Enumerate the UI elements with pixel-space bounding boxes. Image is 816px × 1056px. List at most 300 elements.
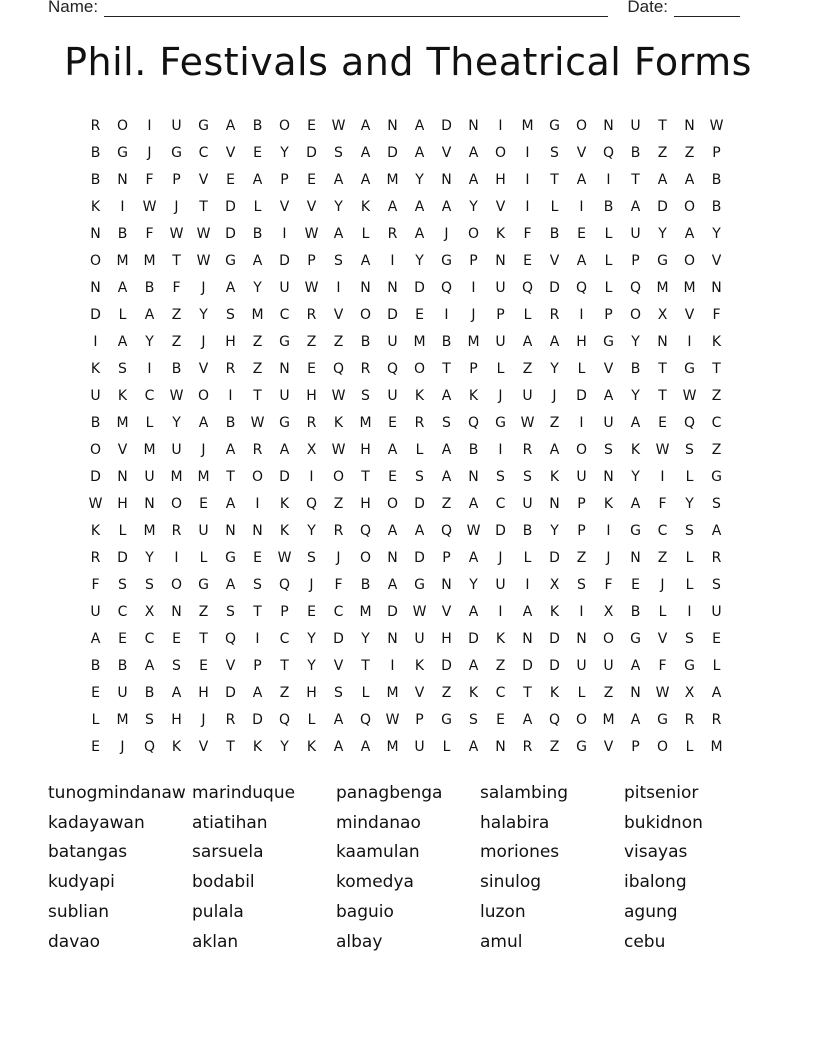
grid-letter[interactable]: Y <box>550 522 559 539</box>
grid-letter[interactable]: A <box>522 603 533 620</box>
grid-letter[interactable]: D <box>117 549 128 566</box>
grid-letter[interactable]: G <box>198 117 209 134</box>
grid-letter[interactable]: G <box>225 549 236 566</box>
grid-letter[interactable]: S <box>226 603 235 620</box>
grid-letter[interactable]: A <box>387 198 398 215</box>
grid-letter[interactable]: M <box>143 441 156 458</box>
grid-letter[interactable]: V <box>684 306 695 323</box>
grid-letter[interactable]: W <box>88 495 103 512</box>
grid-letter[interactable]: A <box>171 684 182 701</box>
grid-letter[interactable]: K <box>360 198 371 215</box>
grid-letter[interactable]: K <box>333 414 344 431</box>
grid-letter[interactable]: I <box>147 360 152 377</box>
grid-letter[interactable]: K <box>414 657 425 674</box>
grid-letter[interactable]: V <box>198 360 209 377</box>
grid-letter[interactable]: U <box>711 603 722 620</box>
grid-letter[interactable]: D <box>549 549 560 566</box>
grid-letter[interactable]: E <box>118 630 127 647</box>
grid-letter[interactable]: I <box>525 144 530 161</box>
grid-letter[interactable]: J <box>552 387 557 404</box>
grid-letter[interactable]: Z <box>279 684 290 701</box>
grid-letter[interactable]: B <box>711 171 722 188</box>
grid-letter[interactable]: V <box>198 738 209 755</box>
grid-letter[interactable]: D <box>252 711 263 728</box>
grid-letter[interactable]: K <box>711 333 722 350</box>
grid-letter[interactable]: V <box>225 144 236 161</box>
grid-letter[interactable]: N <box>90 279 101 296</box>
grid-letter[interactable]: H <box>198 684 209 701</box>
grid-letter[interactable]: D <box>279 468 290 485</box>
grid-letter[interactable]: G <box>630 522 641 539</box>
grid-letter[interactable]: S <box>307 549 316 566</box>
grid-letter[interactable]: A <box>198 414 209 431</box>
grid-letter[interactable]: A <box>144 657 155 674</box>
grid-letter[interactable]: M <box>386 171 399 188</box>
grid-letter[interactable]: A <box>90 630 101 647</box>
grid-letter[interactable]: A <box>630 414 641 431</box>
grid-letter[interactable]: S <box>415 468 424 485</box>
grid-letter[interactable]: D <box>414 495 425 512</box>
grid-letter[interactable]: A <box>630 657 641 674</box>
grid-letter[interactable]: I <box>309 468 314 485</box>
grid-letter[interactable]: Y <box>199 306 208 323</box>
grid-letter[interactable]: U <box>90 387 101 404</box>
grid-letter[interactable]: F <box>604 576 613 593</box>
grid-letter[interactable]: H <box>117 495 128 512</box>
grid-letter[interactable]: A <box>360 252 371 269</box>
grid-letter[interactable]: C <box>279 630 290 647</box>
grid-letter[interactable]: T <box>631 171 640 188</box>
grid-letter[interactable]: J <box>174 198 179 215</box>
grid-letter[interactable]: A <box>252 684 263 701</box>
grid-letter[interactable]: M <box>413 333 426 350</box>
grid-letter[interactable]: D <box>441 117 452 134</box>
grid-letter[interactable]: F <box>172 279 181 296</box>
grid-letter[interactable]: L <box>604 252 613 269</box>
grid-letter[interactable]: S <box>577 576 586 593</box>
grid-letter[interactable]: M <box>710 738 723 755</box>
grid-letter[interactable]: P <box>442 549 451 566</box>
grid-letter[interactable]: C <box>144 630 155 647</box>
grid-letter[interactable]: T <box>226 468 235 485</box>
grid-letter[interactable]: J <box>606 549 611 566</box>
grid-letter[interactable]: A <box>225 495 236 512</box>
grid-letter[interactable]: D <box>333 630 344 647</box>
grid-letter[interactable]: D <box>522 657 533 674</box>
grid-letter[interactable]: I <box>282 225 287 242</box>
grid-letter[interactable]: C <box>198 144 209 161</box>
grid-letter[interactable]: A <box>387 441 398 458</box>
grid-letter[interactable]: C <box>495 684 506 701</box>
grid-letter[interactable]: Q <box>602 144 615 161</box>
grid-letter[interactable]: B <box>603 198 614 215</box>
grid-letter[interactable]: Y <box>280 144 289 161</box>
grid-letter[interactable]: W <box>331 117 346 134</box>
grid-letter[interactable]: M <box>251 306 264 323</box>
grid-letter[interactable]: J <box>498 387 503 404</box>
grid-letter[interactable]: W <box>142 198 157 215</box>
grid-letter[interactable]: Q <box>521 279 534 296</box>
grid-letter[interactable]: Z <box>711 387 722 404</box>
grid-letter[interactable]: W <box>277 549 292 566</box>
grid-letter[interactable]: O <box>494 144 507 161</box>
grid-letter[interactable]: A <box>630 198 641 215</box>
grid-letter[interactable]: G <box>657 711 668 728</box>
grid-letter[interactable]: A <box>468 549 479 566</box>
grid-letter[interactable]: Z <box>333 333 344 350</box>
grid-letter[interactable]: L <box>145 414 154 431</box>
grid-letter[interactable]: A <box>468 603 479 620</box>
grid-letter[interactable]: K <box>603 495 614 512</box>
grid-letter[interactable]: E <box>199 495 208 512</box>
grid-letter[interactable]: W <box>169 387 184 404</box>
grid-letter[interactable]: C <box>495 495 506 512</box>
grid-letter[interactable]: F <box>145 171 154 188</box>
grid-letter[interactable]: U <box>603 414 614 431</box>
grid-letter[interactable]: Y <box>280 738 289 755</box>
grid-letter[interactable]: Z <box>657 549 668 566</box>
grid-letter[interactable]: G <box>657 252 668 269</box>
grid-letter[interactable]: D <box>387 603 398 620</box>
grid-letter[interactable]: F <box>712 306 721 323</box>
grid-letter[interactable]: Z <box>684 144 695 161</box>
grid-letter[interactable]: I <box>444 306 449 323</box>
grid-letter[interactable]: I <box>498 117 503 134</box>
grid-letter[interactable]: C <box>144 387 155 404</box>
grid-letter[interactable]: G <box>225 252 236 269</box>
grid-letter[interactable]: Z <box>441 495 452 512</box>
grid-letter[interactable]: Z <box>711 441 722 458</box>
grid-letter[interactable]: N <box>171 603 182 620</box>
grid-letter[interactable]: A <box>630 495 641 512</box>
grid-letter[interactable]: I <box>579 603 584 620</box>
grid-letter[interactable]: R <box>171 522 182 539</box>
grid-letter[interactable]: Q <box>467 414 480 431</box>
grid-letter[interactable]: V <box>117 441 128 458</box>
grid-letter[interactable]: V <box>198 171 209 188</box>
grid-letter[interactable]: B <box>225 414 236 431</box>
grid-letter[interactable]: S <box>118 360 127 377</box>
grid-letter[interactable]: R <box>306 306 317 323</box>
grid-letter[interactable]: M <box>170 468 183 485</box>
grid-letter[interactable]: K <box>171 738 182 755</box>
grid-letter[interactable]: B <box>630 144 641 161</box>
grid-letter[interactable]: S <box>496 468 505 485</box>
grid-letter[interactable]: L <box>658 603 667 620</box>
grid-letter[interactable]: D <box>549 657 560 674</box>
grid-letter[interactable]: O <box>413 360 426 377</box>
grid-letter[interactable]: A <box>468 144 479 161</box>
grid-letter[interactable]: L <box>604 225 613 242</box>
grid-letter[interactable]: N <box>603 468 614 485</box>
grid-letter[interactable]: A <box>333 225 344 242</box>
grid-letter[interactable]: E <box>712 630 721 647</box>
grid-letter[interactable]: A <box>117 333 128 350</box>
grid-letter[interactable]: A <box>711 522 722 539</box>
grid-letter[interactable]: N <box>252 522 263 539</box>
grid-letter[interactable]: C <box>711 414 722 431</box>
grid-letter[interactable]: J <box>660 576 665 593</box>
grid-letter[interactable]: I <box>687 333 692 350</box>
grid-letter[interactable]: O <box>89 252 102 269</box>
grid-letter[interactable]: A <box>144 306 155 323</box>
grid-letter[interactable]: O <box>170 495 183 512</box>
grid-letter[interactable]: A <box>522 333 533 350</box>
grid-letter[interactable]: T <box>199 198 208 215</box>
grid-letter[interactable]: D <box>279 252 290 269</box>
grid-letter[interactable]: T <box>226 738 235 755</box>
grid-letter[interactable]: I <box>687 603 692 620</box>
grid-letter[interactable]: W <box>250 414 265 431</box>
grid-letter[interactable]: D <box>495 522 506 539</box>
grid-letter[interactable]: P <box>280 603 289 620</box>
grid-letter[interactable]: S <box>334 684 343 701</box>
grid-letter[interactable]: O <box>467 225 480 242</box>
grid-letter[interactable]: B <box>90 144 101 161</box>
grid-letter[interactable]: I <box>120 198 125 215</box>
grid-letter[interactable]: Y <box>415 252 424 269</box>
grid-letter[interactable]: B <box>90 414 101 431</box>
grid-letter[interactable]: Z <box>549 414 560 431</box>
grid-letter[interactable]: Y <box>631 333 640 350</box>
grid-letter[interactable]: Z <box>306 333 317 350</box>
grid-letter[interactable]: E <box>91 684 100 701</box>
grid-letter[interactable]: O <box>602 630 615 647</box>
grid-letter[interactable]: S <box>145 711 154 728</box>
grid-letter[interactable]: W <box>196 252 211 269</box>
grid-letter[interactable]: C <box>657 522 668 539</box>
grid-letter[interactable]: O <box>89 441 102 458</box>
grid-letter[interactable]: A <box>252 171 263 188</box>
grid-letter[interactable]: U <box>414 738 425 755</box>
grid-letter[interactable]: A <box>468 738 479 755</box>
grid-letter[interactable]: S <box>523 468 532 485</box>
grid-letter[interactable]: A <box>252 252 263 269</box>
grid-letter[interactable]: H <box>360 495 371 512</box>
grid-letter[interactable]: E <box>388 468 397 485</box>
grid-letter[interactable]: Q <box>548 711 561 728</box>
grid-letter[interactable]: A <box>225 279 236 296</box>
grid-letter[interactable]: Q <box>386 360 399 377</box>
grid-letter[interactable]: N <box>549 495 560 512</box>
grid-letter[interactable]: B <box>171 360 182 377</box>
grid-letter[interactable]: N <box>468 117 479 134</box>
grid-letter[interactable]: I <box>390 657 395 674</box>
grid-letter[interactable]: U <box>198 522 209 539</box>
grid-letter[interactable]: B <box>549 225 560 242</box>
grid-letter[interactable]: P <box>253 657 262 674</box>
grid-letter[interactable]: D <box>549 630 560 647</box>
grid-letter[interactable]: I <box>525 198 530 215</box>
grid-letter[interactable]: B <box>90 657 101 674</box>
grid-letter[interactable]: T <box>658 117 667 134</box>
grid-letter[interactable]: D <box>657 198 668 215</box>
grid-letter[interactable]: S <box>550 144 559 161</box>
grid-letter[interactable]: N <box>387 549 398 566</box>
grid-letter[interactable]: N <box>711 279 722 296</box>
grid-letter[interactable]: V <box>549 252 560 269</box>
grid-letter[interactable]: P <box>469 252 478 269</box>
grid-letter[interactable]: B <box>144 684 155 701</box>
grid-letter[interactable]: O <box>656 738 669 755</box>
grid-letter[interactable]: Z <box>198 603 209 620</box>
grid-letter[interactable]: U <box>495 279 506 296</box>
grid-letter[interactable]: K <box>414 387 425 404</box>
grid-letter[interactable]: K <box>90 360 101 377</box>
grid-letter[interactable]: X <box>144 603 155 620</box>
grid-letter[interactable]: Y <box>685 495 694 512</box>
grid-letter[interactable]: K <box>90 522 101 539</box>
grid-letter[interactable]: A <box>225 441 236 458</box>
grid-letter[interactable]: M <box>143 522 156 539</box>
grid-letter[interactable]: K <box>495 630 506 647</box>
grid-letter[interactable]: P <box>577 522 586 539</box>
grid-letter[interactable]: F <box>658 657 667 674</box>
grid-letter[interactable]: L <box>550 198 559 215</box>
grid-letter[interactable]: W <box>196 225 211 242</box>
grid-letter[interactable]: U <box>630 117 641 134</box>
grid-letter[interactable]: A <box>711 684 722 701</box>
grid-letter[interactable]: O <box>683 198 696 215</box>
grid-letter[interactable]: A <box>684 225 695 242</box>
grid-letter[interactable]: E <box>253 144 262 161</box>
grid-letter[interactable]: W <box>520 414 535 431</box>
grid-letter[interactable]: N <box>117 468 128 485</box>
grid-letter[interactable]: U <box>495 333 506 350</box>
grid-letter[interactable]: A <box>333 738 344 755</box>
grid-letter[interactable]: N <box>630 549 641 566</box>
grid-letter[interactable]: M <box>386 684 399 701</box>
grid-letter[interactable]: W <box>169 225 184 242</box>
grid-letter[interactable]: G <box>630 630 641 647</box>
grid-letter[interactable]: A <box>360 738 371 755</box>
grid-letter[interactable]: P <box>307 252 316 269</box>
grid-letter[interactable]: F <box>523 225 532 242</box>
grid-letter[interactable]: M <box>116 414 129 431</box>
grid-letter[interactable]: J <box>120 738 125 755</box>
grid-letter[interactable]: L <box>361 225 370 242</box>
grid-letter[interactable]: B <box>711 198 722 215</box>
grid-letter[interactable]: L <box>118 306 127 323</box>
grid-letter[interactable]: P <box>604 306 613 323</box>
grid-letter[interactable]: Q <box>278 711 291 728</box>
grid-letter[interactable]: E <box>496 711 505 728</box>
grid-letter[interactable]: A <box>414 117 425 134</box>
grid-letter[interactable]: N <box>576 630 587 647</box>
grid-letter[interactable]: D <box>441 657 452 674</box>
grid-letter[interactable]: A <box>360 171 371 188</box>
grid-letter[interactable]: G <box>279 333 290 350</box>
grid-letter[interactable]: A <box>360 117 371 134</box>
grid-letter[interactable]: P <box>172 171 181 188</box>
grid-letter[interactable]: V <box>441 144 452 161</box>
grid-letter[interactable]: W <box>466 522 481 539</box>
grid-letter[interactable]: R <box>387 225 398 242</box>
grid-letter[interactable]: X <box>549 576 560 593</box>
grid-letter[interactable]: A <box>360 144 371 161</box>
grid-letter[interactable]: Y <box>145 549 154 566</box>
grid-letter[interactable]: W <box>331 387 346 404</box>
grid-letter[interactable]: C <box>279 306 290 323</box>
grid-letter[interactable]: H <box>495 171 506 188</box>
grid-letter[interactable]: J <box>444 225 449 242</box>
grid-letter[interactable]: U <box>576 657 587 674</box>
grid-letter[interactable]: I <box>498 603 503 620</box>
grid-letter[interactable]: Z <box>603 684 614 701</box>
grid-letter[interactable]: S <box>604 441 613 458</box>
grid-letter[interactable]: Z <box>333 495 344 512</box>
grid-letter[interactable]: I <box>660 468 665 485</box>
grid-letter[interactable]: H <box>576 333 587 350</box>
grid-letter[interactable]: T <box>658 360 667 377</box>
grid-letter[interactable]: U <box>90 603 101 620</box>
grid-letter[interactable]: Y <box>550 360 559 377</box>
grid-letter[interactable]: O <box>575 117 588 134</box>
grid-letter[interactable]: N <box>360 279 371 296</box>
grid-letter[interactable]: I <box>471 279 476 296</box>
grid-letter[interactable]: R <box>711 549 722 566</box>
grid-letter[interactable]: A <box>630 711 641 728</box>
grid-letter[interactable]: O <box>683 252 696 269</box>
grid-letter[interactable]: S <box>253 576 262 593</box>
grid-letter[interactable]: E <box>523 252 532 269</box>
grid-letter[interactable]: A <box>441 198 452 215</box>
grid-letter[interactable]: A <box>279 441 290 458</box>
grid-letter[interactable]: W <box>655 441 670 458</box>
grid-letter[interactable]: V <box>576 144 587 161</box>
grid-letter[interactable]: Q <box>305 495 318 512</box>
grid-letter[interactable]: N <box>522 630 533 647</box>
grid-letter[interactable]: E <box>577 225 586 242</box>
grid-letter[interactable]: W <box>709 117 724 134</box>
grid-letter[interactable]: V <box>333 306 344 323</box>
grid-letter[interactable]: Y <box>307 657 316 674</box>
grid-letter[interactable]: F <box>658 495 667 512</box>
grid-letter[interactable]: I <box>174 549 179 566</box>
grid-letter[interactable]: U <box>144 468 155 485</box>
grid-letter[interactable]: Z <box>171 333 182 350</box>
grid-letter[interactable]: N <box>387 279 398 296</box>
grid-letter[interactable]: S <box>334 144 343 161</box>
grid-letter[interactable]: T <box>523 684 532 701</box>
grid-letter[interactable]: O <box>170 576 183 593</box>
grid-letter[interactable]: Q <box>683 414 696 431</box>
grid-letter[interactable]: G <box>441 252 452 269</box>
grid-letter[interactable]: Y <box>631 468 640 485</box>
grid-letter[interactable]: U <box>387 387 398 404</box>
grid-letter[interactable]: N <box>684 117 695 134</box>
grid-letter[interactable]: Z <box>549 738 560 755</box>
grid-letter[interactable]: Z <box>252 333 263 350</box>
grid-letter[interactable]: X <box>684 684 695 701</box>
grid-letter[interactable]: D <box>90 468 101 485</box>
grid-letter[interactable]: V <box>495 198 506 215</box>
grid-letter[interactable]: M <box>386 738 399 755</box>
grid-letter[interactable]: U <box>171 441 182 458</box>
grid-letter[interactable]: P <box>577 495 586 512</box>
grid-letter[interactable]: D <box>90 306 101 323</box>
grid-letter[interactable]: V <box>441 603 452 620</box>
grid-letter[interactable]: U <box>522 495 533 512</box>
grid-letter[interactable]: G <box>441 711 452 728</box>
grid-letter[interactable]: A <box>414 225 425 242</box>
grid-letter[interactable]: E <box>91 738 100 755</box>
grid-letter[interactable]: T <box>361 468 370 485</box>
grid-letter[interactable]: N <box>630 684 641 701</box>
grid-letter[interactable]: G <box>198 576 209 593</box>
grid-letter[interactable]: L <box>523 306 532 323</box>
grid-letter[interactable]: A <box>414 198 425 215</box>
